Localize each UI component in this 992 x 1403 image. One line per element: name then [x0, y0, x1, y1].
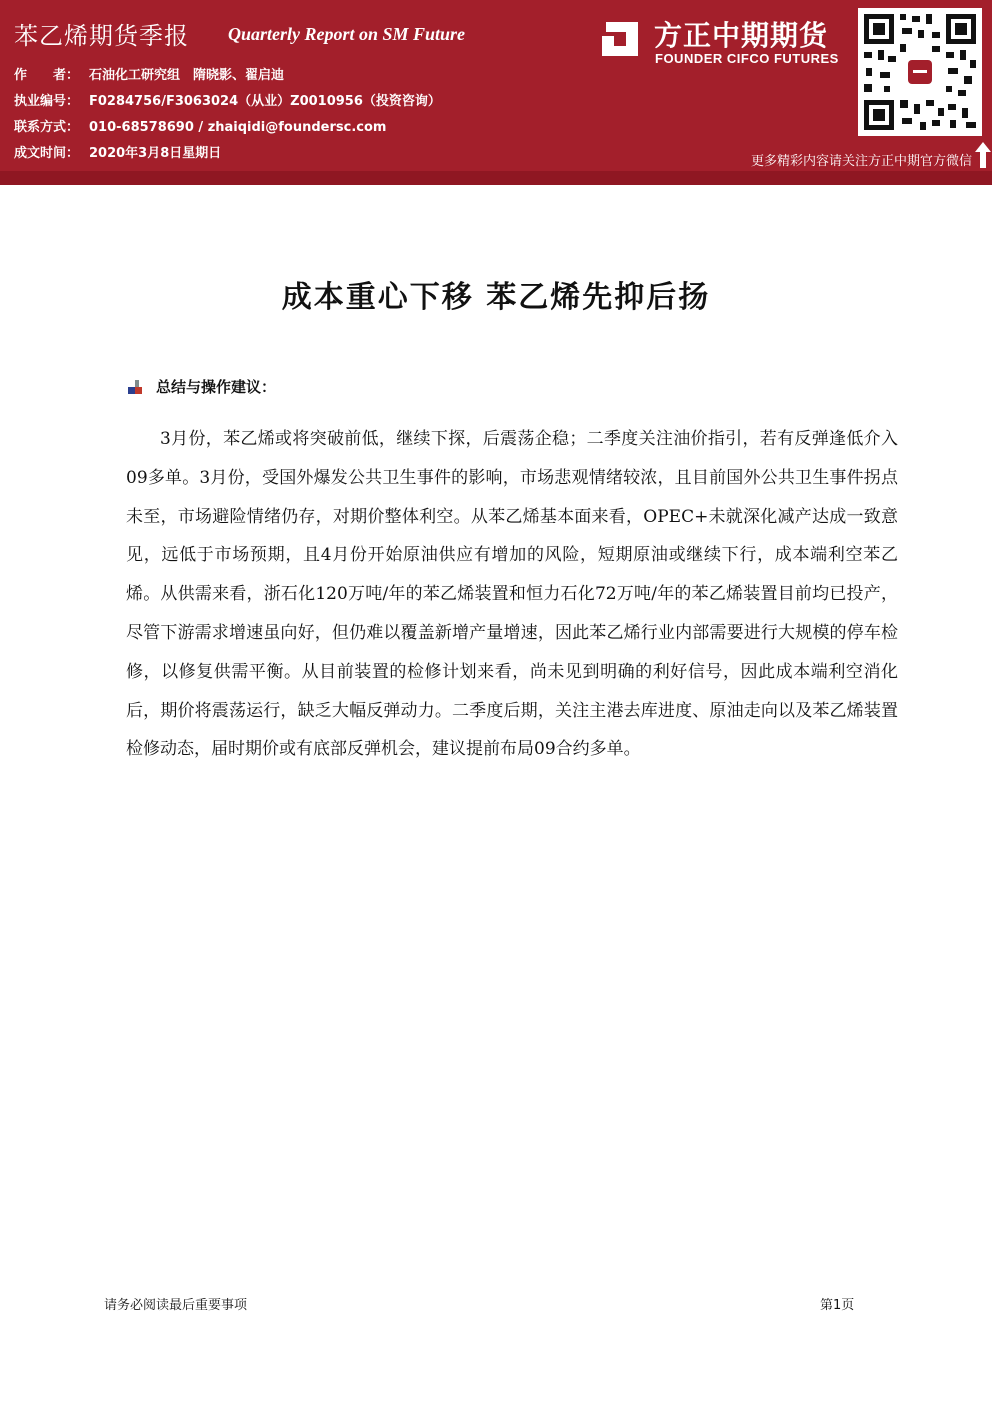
logo-chinese-name: 方正中期期货 — [654, 19, 829, 52]
meta-contact — [14, 116, 386, 135]
document-title: 成本重心下移 苯乙烯先抑后扬 — [281, 280, 711, 315]
summary-paragraph: 3月份，苯乙烯或将突破前低，继续下探，后震荡企稳；二季度关注油价指引，若有反弹逢低介入09多单。3月份，受国外爆发公共卫生事件的影响，市场悲观情绪较浓，且目前国外公共卫生事件拐点未至，市场避险情绪仍存，对期价整体利空。从苯乙烯基本面来看，OPEC+未就深化减产达成一致意见，远低于市场预期，且4月份开始原油供应有增加的风险，短期原油或继续下行，成本端利空苯乙烯。从供需来看，浙石化120万吨/年的苯乙烯装置和恒力石化72万吨/年的苯乙烯装置目前均已投产，尽管下游需求增速虽向好，但仍难以覆盖新增产量增速，因此苯乙烯行业内部需要进行大规模的停车检修，以修复供需平衡。从目前装置的检修计划来看，尚未见到明确的利好信号，因此成本端利空消化后，期价将震荡运行，缺乏大幅反弹动力。二季度后期，关注主港去库进度、原油走向以及苯乙烯装置检修动态，届时期价或有底部反弹机会，建议提前布局09合约多单。 — [126, 429, 898, 760]
meta-author-label: 作 者： — [14, 68, 80, 83]
report-series-subtitle: Quarterly Report on SM Future — [228, 24, 466, 44]
meta-license — [14, 90, 441, 109]
footer-notice: 请务必阅读最后重要事项 — [104, 1298, 248, 1313]
meta-contact-label: 联系方式： — [14, 120, 80, 135]
qr-code-icon[interactable] — [858, 8, 982, 136]
meta-date-label: 成文时间： — [14, 146, 80, 161]
report-header — [0, 0, 992, 185]
logo-english-name: FOUNDER CIFCO FUTURES — [655, 51, 839, 66]
meta-date-value: 2020年3月8日星期日 — [89, 146, 222, 161]
meta-license-value: F0284756/F3063024（从业）Z0010956（投资咨询） — [89, 94, 441, 109]
meta-author — [14, 64, 284, 83]
logo-mark-icon — [598, 16, 642, 60]
meta-contact-value: 010-68578690 / zhaiqidi@foundersc.com — [89, 120, 387, 135]
wechat-follow-note: 更多精彩内容请关注方正中期官方微信 — [750, 154, 972, 169]
report-series-title: 苯乙烯期货季报 — [14, 22, 189, 50]
meta-date — [14, 142, 221, 161]
meta-author-value: 石油化工研究组 隋晓影、翟启迪 — [89, 68, 285, 83]
company-logo — [598, 14, 852, 70]
section-heading-text: 总结与操作建议： — [156, 378, 277, 396]
page-number: 第1页 — [820, 1298, 855, 1313]
section-heading — [128, 376, 276, 397]
meta-license-label: 执业编号： — [14, 94, 80, 109]
up-arrow-icon — [975, 142, 991, 168]
bullet-marker-icon — [128, 380, 142, 394]
